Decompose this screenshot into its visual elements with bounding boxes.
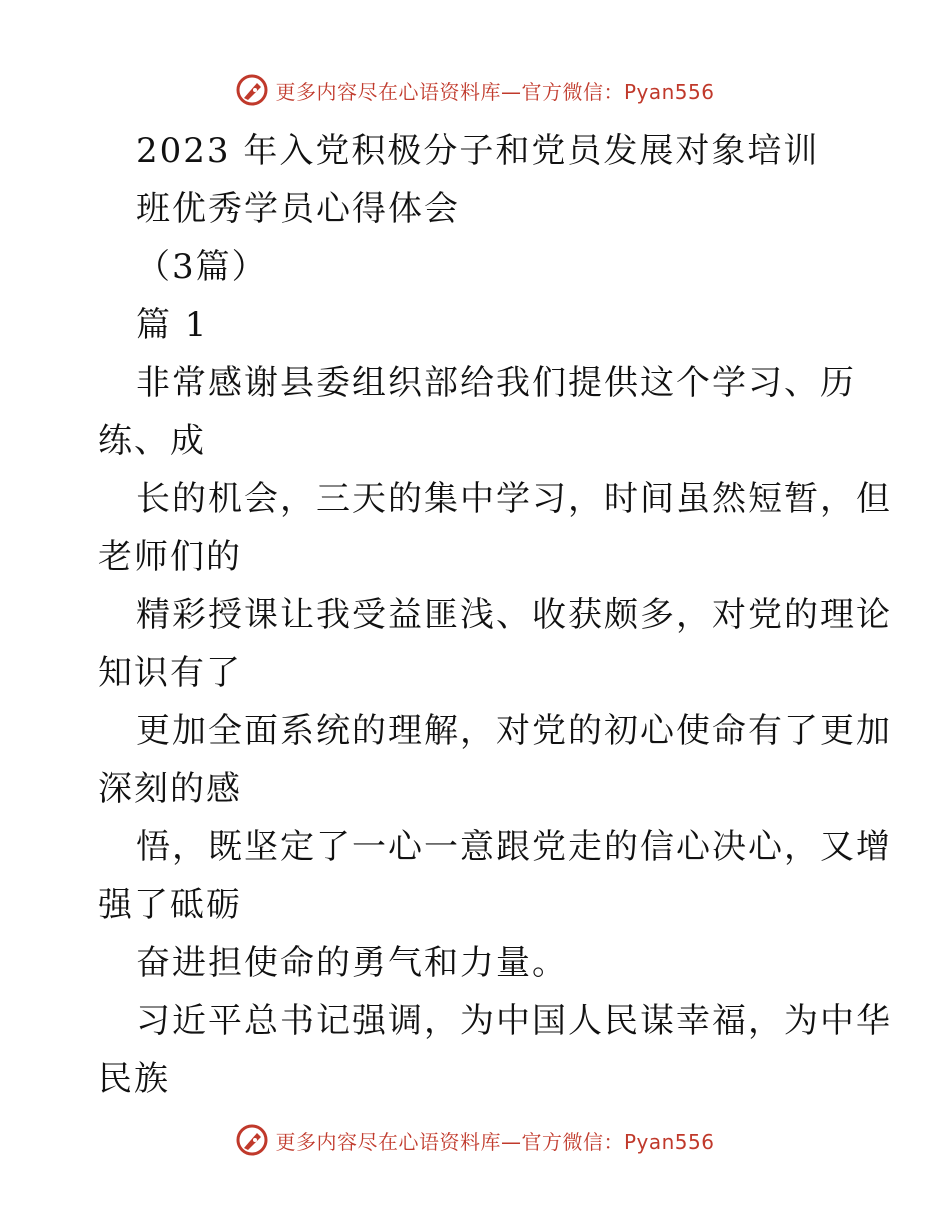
paragraph-line: 精彩授课让我受益匪浅、收获颇多，对党的理论: [136, 595, 892, 635]
watermark-text: 更多内容尽在心语资料库—官方微信：Pyan556: [275, 79, 715, 104]
header-watermark: [0, 70, 950, 110]
pen-nib-icon: [235, 73, 269, 107]
paragraph-line: 习近平总书记强调，为中国人民谋幸福，为中华: [136, 1001, 892, 1041]
paragraph-line: 强了砥砺: [98, 885, 242, 925]
paragraph-line: 知识有了: [98, 653, 242, 693]
document-body: [0, 122, 950, 1108]
paragraph-line: 长的机会，三天的集中学习，时间虽然短暂，但: [136, 479, 892, 519]
document-title-line-1: 2023 年入党积极分子和党员发展对象培训: [136, 131, 820, 171]
paragraph-line: 奋进担使命的勇气和力量。: [136, 943, 568, 983]
document-count: （3篇）: [136, 247, 268, 287]
watermark-text: 更多内容尽在心语资料库—官方微信：Pyan556: [275, 1129, 715, 1154]
paragraph-line: 深刻的感: [98, 769, 242, 809]
pen-nib-icon: [235, 1123, 269, 1157]
document-title-line-2: 班优秀学员心得体会: [136, 189, 460, 229]
paragraph-line: 练、成: [98, 421, 206, 461]
paragraph-line: 悟，既坚定了一心一意跟党走的信心决心，又增: [136, 827, 892, 867]
footer-watermark: [0, 1120, 950, 1160]
paragraph-line: 非常感谢县委组织部给我们提供这个学习、历: [136, 363, 856, 403]
paragraph-line: 更加全面系统的理解，对党的初心使命有了更加: [136, 711, 892, 751]
section-heading: 篇 1: [136, 305, 209, 345]
paragraph-line: 民族: [98, 1059, 170, 1099]
paragraph-line: 老师们的: [98, 537, 242, 577]
